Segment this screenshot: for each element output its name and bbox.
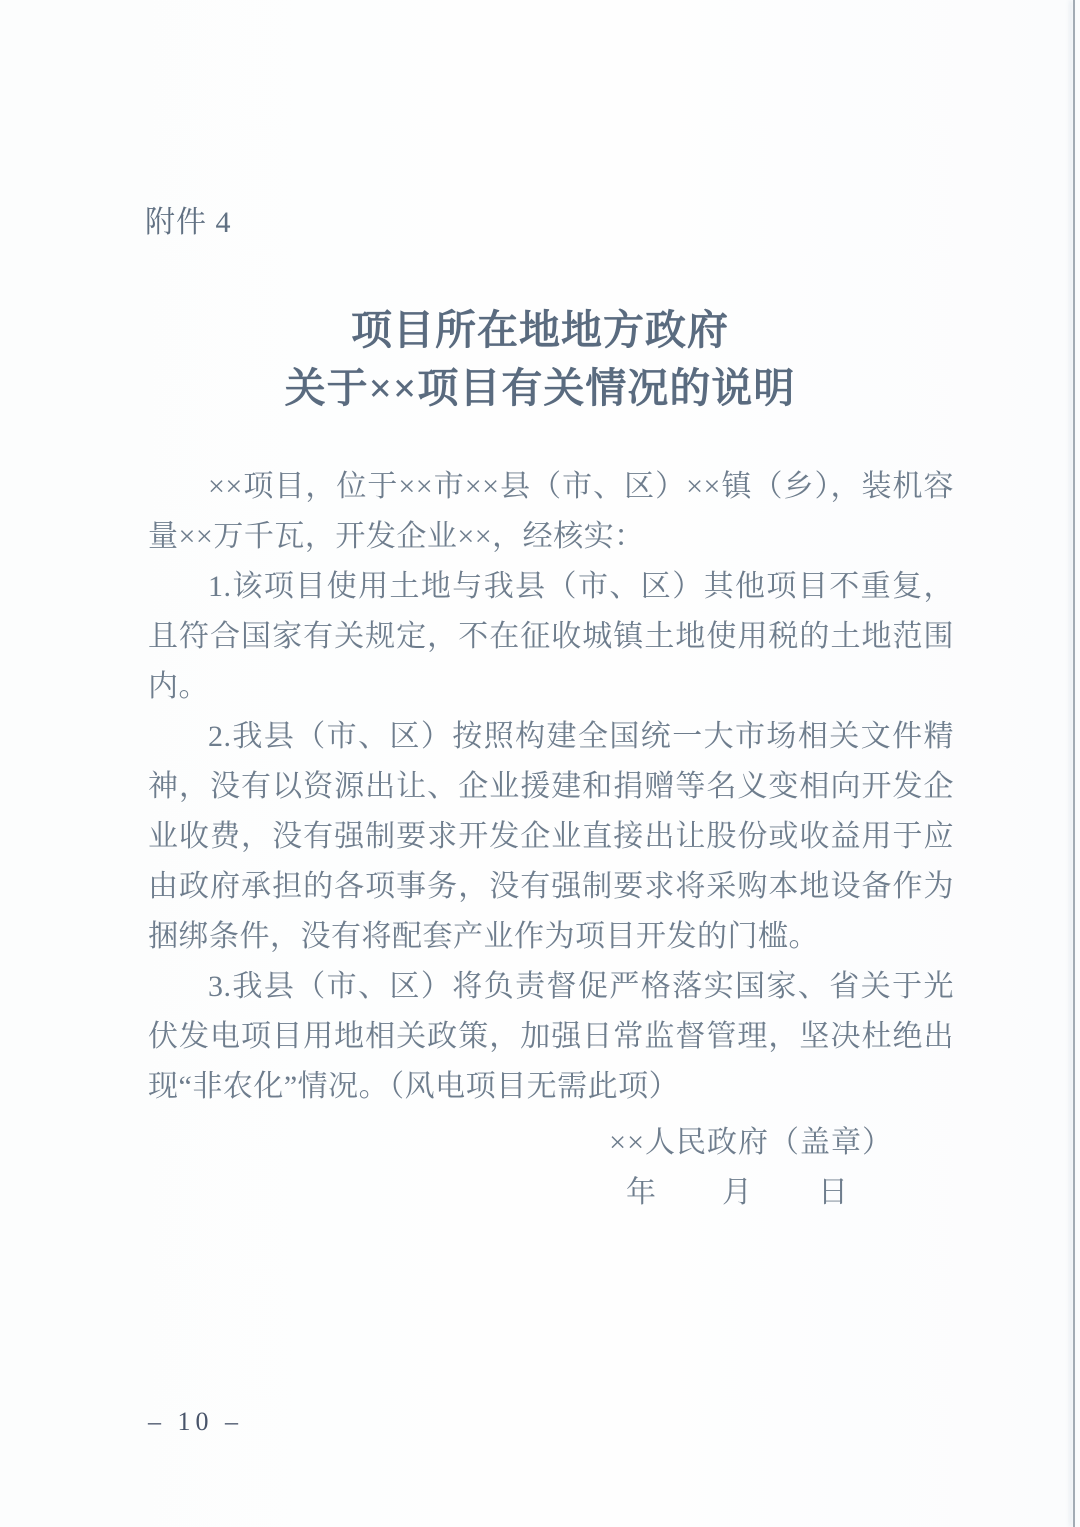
body-paragraph-item1: 1.该项目使用土地与我县（市、区）其他项目不重复，且符合国家有关规定，不在征收城镇土地使用税的土地范围内。 [148,570,954,703]
document-title-line2: 关于××项目有关情况的说明 [284,365,796,411]
document-title-line1: 项目所在地地方政府 [351,307,729,353]
document-body [148,462,954,1112]
body-paragraph-item2: 2.我县（市、区）按照构建全国统一大市场相关文件精神，没有以资源出让、企业援建和捐赠等名义变相向开发企业收费，没有强制要求开发企业直接出让股份或收益用于应由政府承担的各项事务，没有强制要求将采购本地设备作为捆绑条件，没有将配套产业作为项目开发的门槛。 [148,720,954,953]
document-title [0,301,1080,417]
page-number: – 10 – [148,1407,243,1436]
body-paragraph-intro: ××项目，位于××市××县（市、区）××镇（乡），装机容量××万千瓦，开发企业××，经核实： [148,470,954,553]
signature-authority: ××人民政府（盖章） [609,1126,893,1159]
scan-edge-artifact-line [1073,0,1075,1527]
signature-date-placeholder: 年 月 日 [626,1176,850,1209]
signature-block [0,1118,1080,1218]
attachment-label: 附件 4 [145,206,232,239]
body-paragraph-item3: 3.我县（市、区）将负责督促严格落实国家、省关于光伏发电项目用地相关政策，加强日常监督管理，坚决杜绝出现“非农化”情况。（风电项目无需此项） [148,970,954,1103]
